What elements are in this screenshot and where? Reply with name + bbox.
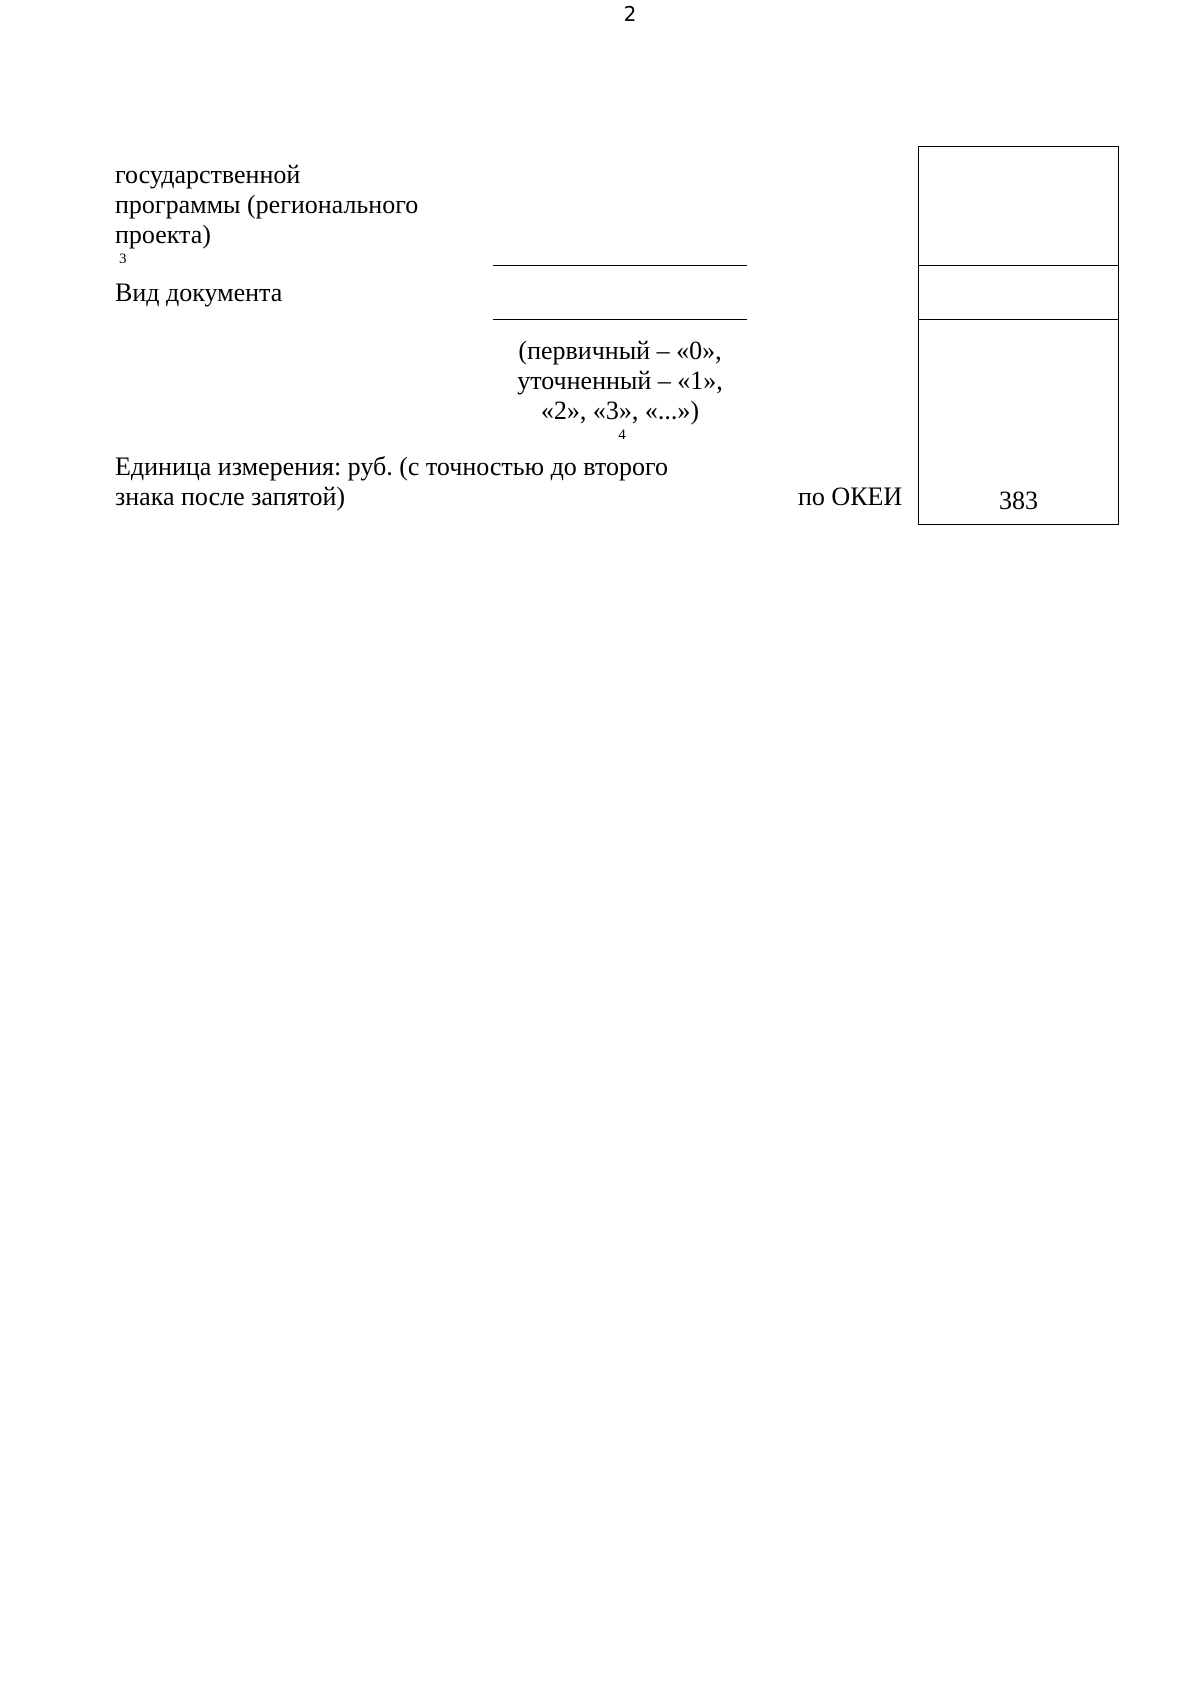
okei-code-cell [919, 320, 1118, 524]
program-label-line [115, 220, 475, 280]
unit-label-line: Единица измерения: руб. (с точностью до второго [115, 452, 668, 481]
program-label [115, 160, 475, 280]
code-table [918, 146, 1119, 525]
okei-label: по ОКЕИ [798, 482, 903, 511]
doc-type-hint-line: (первичный – «0», [518, 336, 722, 365]
doc-type-label: Вид документа [115, 278, 283, 307]
doc-type-hint-text: «2», «3», «...») [540, 396, 700, 425]
doc-type-hint-line [493, 396, 747, 456]
doc-type-value-line [493, 319, 747, 320]
okei-code: 383 [999, 486, 1038, 515]
doc-type-code-cell [919, 266, 1118, 320]
unit-label [115, 452, 755, 512]
program-footnote: 3 [119, 251, 127, 268]
program-label-line: государственной [115, 160, 301, 189]
program-label-text: проекта) [115, 220, 211, 249]
doc-type-hint [493, 336, 747, 456]
unit-label-line: знака после запятой) [115, 482, 346, 511]
doc-type-hint-line: уточненный – «1», [517, 366, 723, 395]
page-number: 2 [623, 2, 637, 26]
doc-type-footnote: 4 [618, 427, 626, 444]
program-label-line: программы (регионального [115, 190, 419, 219]
program-code-cell [919, 147, 1118, 266]
program-value-line [493, 265, 747, 266]
